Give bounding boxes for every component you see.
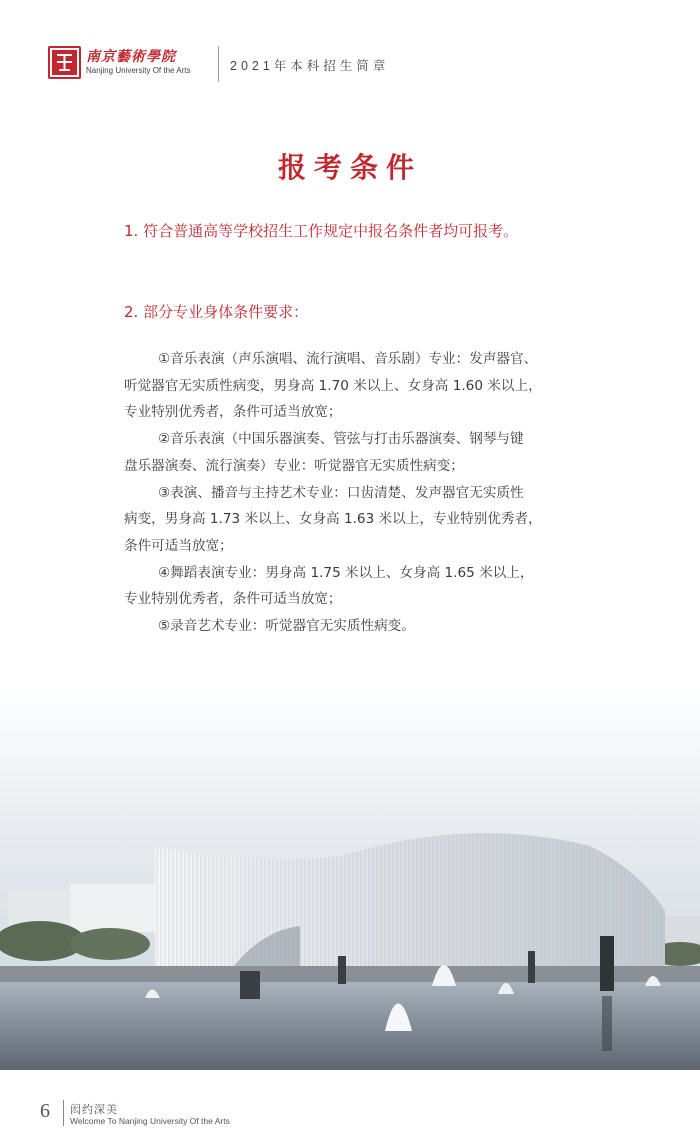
requirement-line: 条件可适当放宽； — [124, 537, 233, 554]
requirement-line: 病变，男身高 1.73 米以上、女身高 1.63 米以上，专业特别优秀者， — [124, 511, 542, 528]
header-divider — [218, 46, 219, 82]
university-seal-logo — [48, 46, 81, 79]
university-name-en: Nanjing University Of the Arts — [86, 66, 191, 75]
requirement-line: ①音乐表演（声乐演唱、流行演唱、音乐剧）专业：发声器官、 — [158, 351, 538, 367]
brochure-title: 2021年本科招生简章 — [230, 59, 390, 73]
requirement-line: 听觉器官无实质性病变，男身高 1.70 米以上、女身高 1.60 米以上， — [124, 377, 542, 394]
page-heading: 报考条件 — [277, 151, 422, 184]
requirement-line: ④舞蹈表演专业：男身高 1.75 米以上、女身高 1.65 米以上， — [158, 564, 534, 581]
requirement-line: 专业特别优秀者，条件可适当放宽； — [124, 404, 342, 421]
footer-slogan-en: Welcome To Nanjing University Of the Arts — [70, 1116, 230, 1126]
university-name-cn: 南京藝術學院 — [86, 49, 176, 65]
requirement-line: ③表演、播音与主持艺术专业：口齿清楚、发声器官无实质性 — [158, 484, 524, 501]
requirement-line: ⑤录音艺术专业：听觉器官无实质性病变。 — [158, 618, 415, 635]
condition-1: 1. 符合普通高等学校招生工作规定中报名条件者均可报考。 — [124, 222, 519, 240]
page-number: 6 — [40, 1100, 50, 1122]
requirements-body — [124, 346, 594, 640]
footer-divider — [63, 1100, 64, 1126]
requirement-line: 盘乐器演奏、流行演奏）专业：听觉器官无实质性病变； — [124, 457, 464, 474]
requirement-line: 专业特别优秀者，条件可适当放宽； — [124, 591, 342, 608]
campus-concert-hall-photo — [0, 686, 700, 1070]
condition-2: 2. 部分专业身体条件要求： — [124, 303, 309, 321]
page-header — [0, 0, 700, 100]
requirement-line: ②音乐表演（中国乐器演奏、管弦与打击乐器演奏、钢琴与键 — [158, 431, 524, 448]
footer-slogan-cn: 闳约深美 — [70, 1103, 118, 1116]
